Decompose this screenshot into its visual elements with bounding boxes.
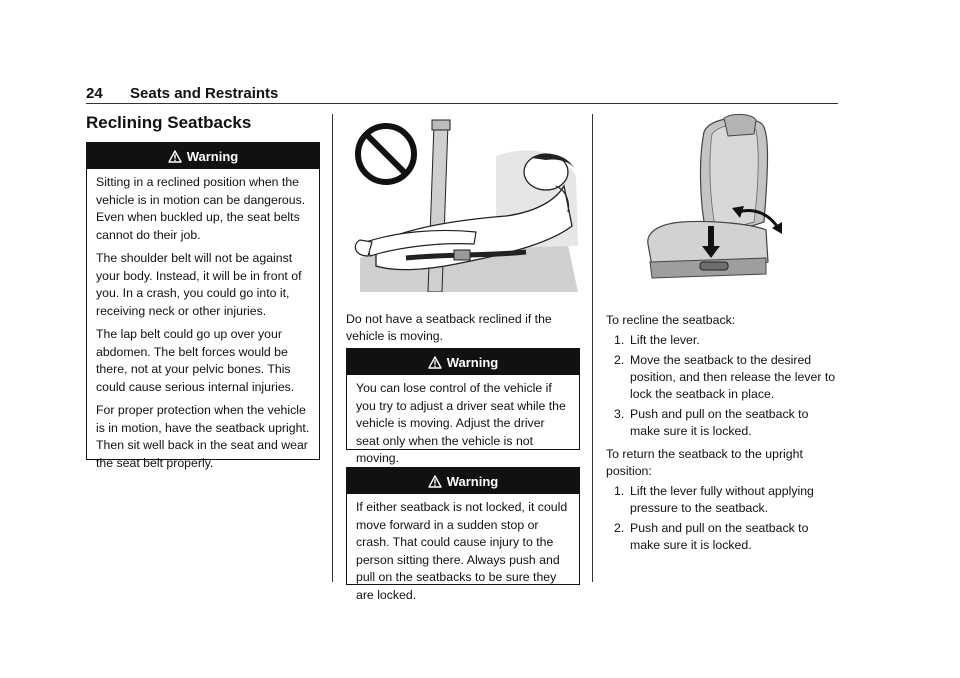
warning-label: Warning bbox=[446, 474, 499, 489]
column-divider-1 bbox=[332, 114, 333, 582]
warning-box-recline bbox=[86, 142, 320, 470]
list-item: 3. Push and pull on the seatback to make sure it is locked. bbox=[614, 407, 809, 438]
warning-paragraph: If either seatback is not locked, it could move forward in a sudden stop or crash. That could cause injury to the person sitting there. Always push and pull on the seatbacks to be sure they are locked. bbox=[356, 500, 568, 602]
warning-header bbox=[347, 468, 579, 494]
warning-paragraph: Sitting in a reclined position when the vehicle is in motion can be dangerous. Even when buckled up, the seat belts cannot do their job. bbox=[96, 175, 306, 242]
reclined-occupant-illustration bbox=[346, 116, 582, 292]
seat-recline-lever-illustration bbox=[642, 112, 792, 284]
warning-box-adjust bbox=[346, 348, 580, 465]
list-item: 1. Lift the lever. bbox=[614, 333, 700, 347]
list-item: 2. Move the seatback to the desired position, and then release the lever to lock the seatback in place. bbox=[614, 353, 836, 401]
recline-steps bbox=[606, 332, 838, 440]
upright-intro: To return the seatback to the upright position: bbox=[606, 447, 803, 478]
column-divider-2 bbox=[592, 114, 593, 582]
warning-triangle-icon bbox=[428, 475, 442, 488]
warning-header bbox=[347, 349, 579, 375]
recline-instructions bbox=[606, 312, 838, 554]
recline-caution-text: Do not have a seatback reclined if the vehicle is moving. bbox=[346, 312, 552, 343]
warning-header bbox=[87, 143, 319, 169]
list-item: 1. Lift the lever fully without applying pressure to the seatback. bbox=[614, 484, 814, 515]
page-title: Reclining Seatbacks bbox=[86, 113, 252, 132]
warning-paragraph: The shoulder belt will not be against your body. Instead, it will be in front of you. In a crash, you could go into it, receiving neck or other injuries. bbox=[96, 251, 302, 318]
page-number: 24 bbox=[86, 85, 103, 102]
warning-box-locked bbox=[346, 467, 580, 602]
warning-paragraph: The lap belt could go up over your abdomen. The belt forces would be there, not at your pelvic bones. This could cause serious internal injuries. bbox=[96, 327, 295, 394]
warning-paragraph: You can lose control of the vehicle if you try to adjust a driver seat while the vehicle is moving. Adjust the driver seat only when the vehicle is not moving. bbox=[356, 381, 566, 465]
warning-label: Warning bbox=[186, 149, 239, 164]
warning-label: Warning bbox=[446, 355, 499, 370]
warning-paragraph: For proper protection when the vehicle is in motion, have the seatback upright. Then sit well back in the seat and wear the seat belt properly. bbox=[96, 403, 310, 470]
header-rule bbox=[86, 103, 838, 104]
section-title: Seats and Restraints bbox=[130, 85, 279, 102]
list-item: 2. Push and pull on the seatback to make sure it is locked. bbox=[614, 521, 809, 552]
upright-steps bbox=[606, 483, 838, 554]
warning-triangle-icon bbox=[168, 150, 182, 163]
recline-intro: To recline the seatback: bbox=[606, 313, 736, 327]
warning-triangle-icon bbox=[428, 356, 442, 369]
